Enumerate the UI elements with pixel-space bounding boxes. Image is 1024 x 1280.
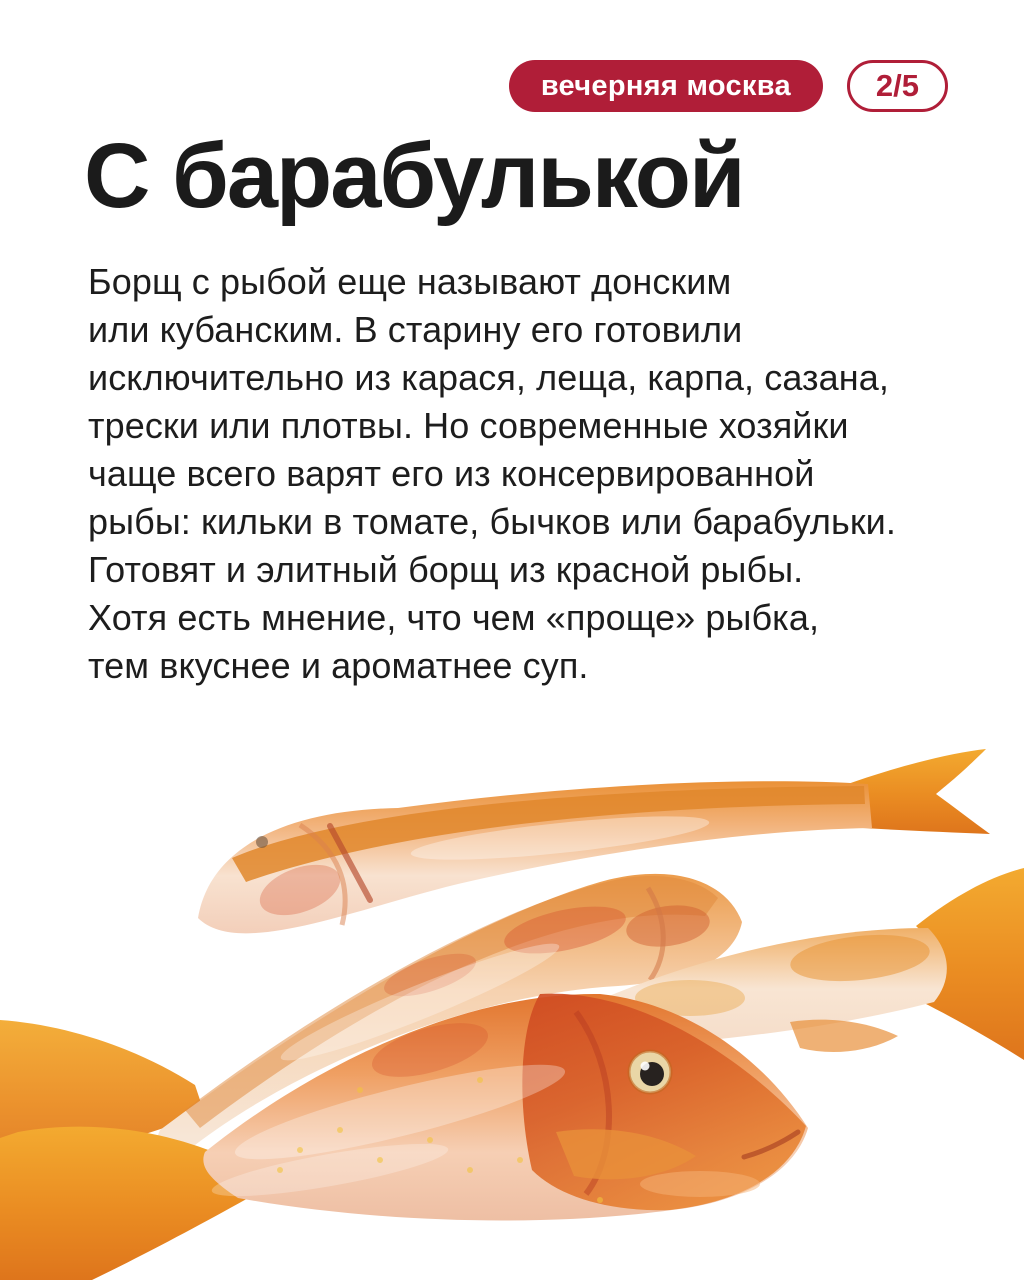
- fish-photo: [0, 730, 1024, 1280]
- fish-top-eye: [256, 836, 268, 848]
- header: [509, 60, 948, 112]
- brand-badge-label: вечерняя москва: [540, 69, 791, 102]
- fish-front-eye: [629, 1051, 671, 1093]
- fish-right-fin: [790, 1020, 898, 1052]
- fish-front: [0, 994, 808, 1280]
- article-body: [88, 258, 896, 690]
- body-line: Хотя есть мнение, что чем «проще» рыбка,: [88, 597, 820, 638]
- body-line: тем вкуснее и ароматнее суп.: [88, 645, 589, 686]
- red-mullet-illustration: [0, 730, 1024, 1280]
- body-line: Готовят и элитный борщ из красной рыбы.: [88, 549, 804, 590]
- body-line: трески или плотвы. Но современные хозяйки: [88, 405, 849, 446]
- body-line: Борщ с рыбой еще называют донским: [88, 261, 732, 302]
- body-line: или кубанским. В старину его готовили: [88, 309, 743, 350]
- body-line: рыбы: кильки в томате, бычков или барабульки.: [88, 501, 896, 542]
- body-line: чаще всего варят его из консервированной: [88, 453, 815, 494]
- body-line: исключительно из карася, леща, карпа, сазана,: [88, 357, 889, 398]
- page-counter: [847, 60, 948, 112]
- brand-badge: [509, 60, 823, 112]
- page-counter-label: 2/5: [875, 68, 919, 103]
- page-title: С барабулькой: [84, 125, 744, 227]
